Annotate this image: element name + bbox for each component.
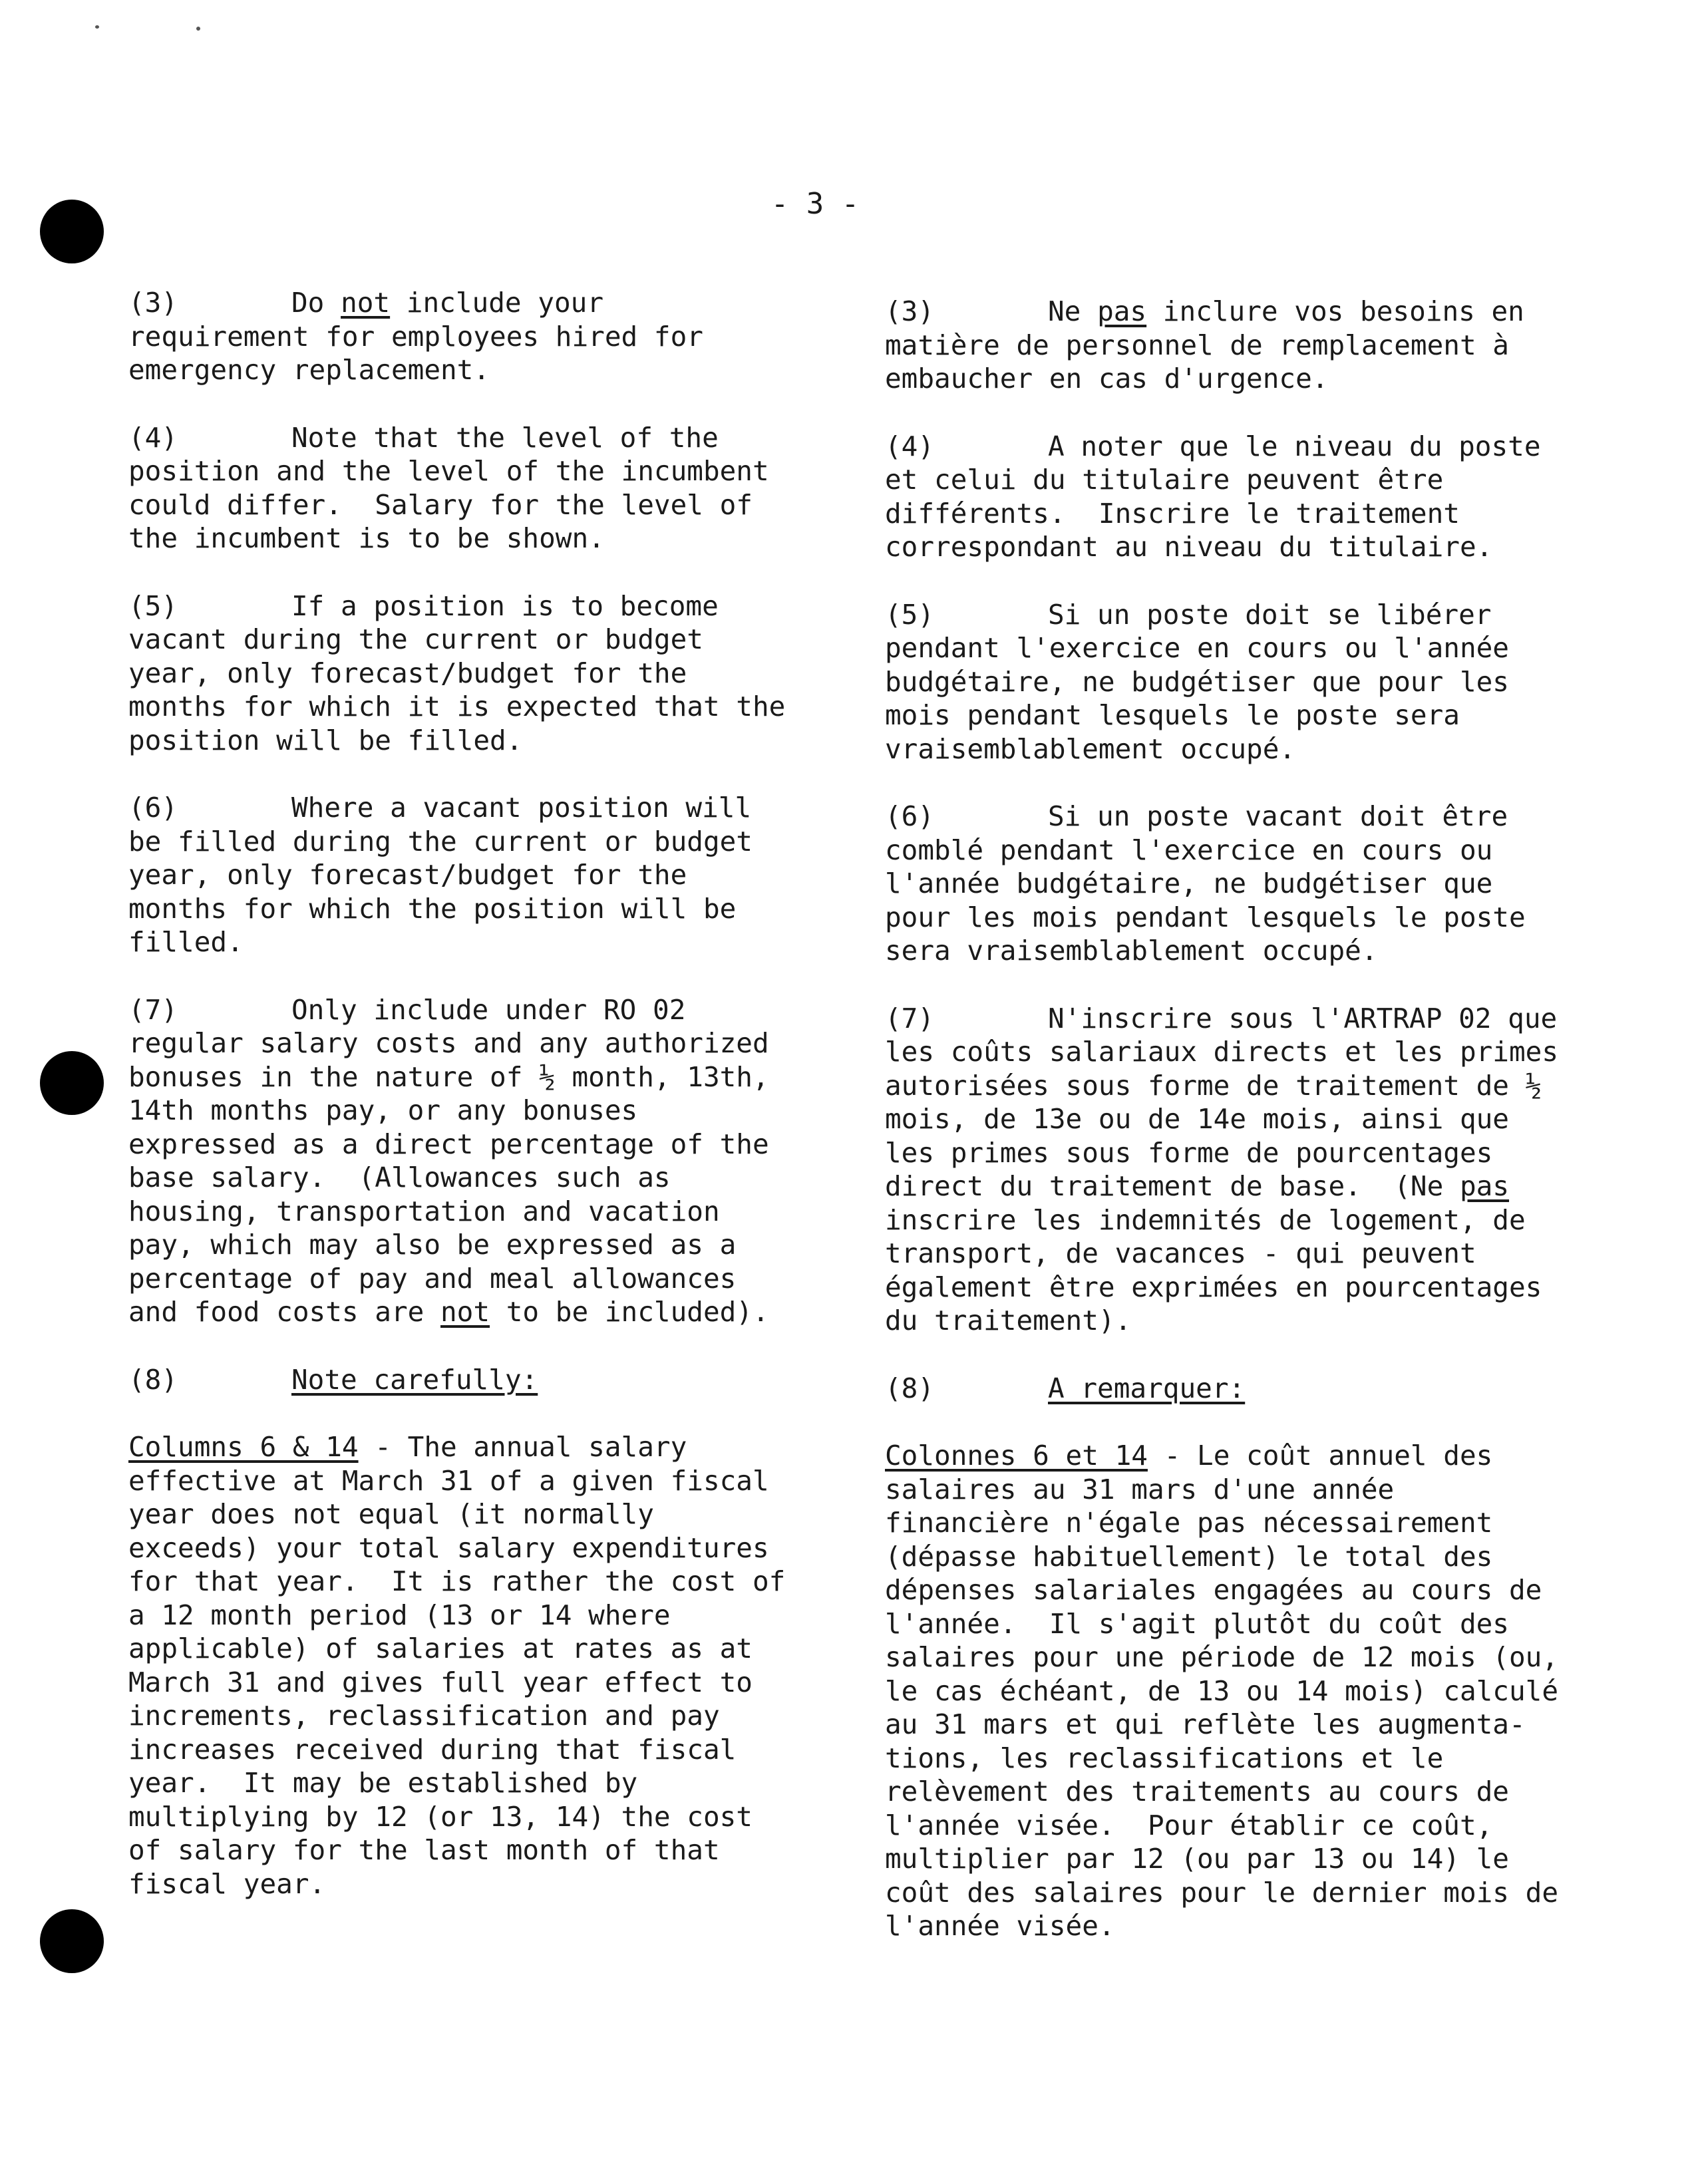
french-item-6: (6) Si un poste vacant doit être comblé pendant l'exercice en cours ou l'année budgétaire, ne budgétiser que pour les mois pendant lesquels le poste sera vraisemblablement occupé. <box>885 800 1526 967</box>
french-column <box>885 295 1564 1977</box>
section-heading: Note carefully: <box>291 1363 538 1396</box>
english-item-8 <box>128 1363 807 1397</box>
item-number: (4) <box>885 430 935 462</box>
item-number: (3) <box>885 295 935 327</box>
item-number: (3) <box>128 287 178 319</box>
english-item-4: (4) Note that the level of the position and the level of the incumbent could differ. Salary for the level of the incumbent is to be shown. <box>128 421 769 554</box>
french-item-4: (4) A noter que le niveau du poste et celui du titulaire peuvent être différents. Inscrire le traitement correspondant au niveau du titulaire. <box>885 430 1541 563</box>
emphasis-underline: pas <box>1459 1170 1510 1202</box>
english-item-5: (5) If a position is to become vacant during the current or budget year, only forecast/budget for the months for which it is expected that the position will be filled. <box>128 589 786 756</box>
french-columns-note: Colonnes 6 et 14 - Le coût annuel des salaires au 31 mars d'une année financière n'égale pas nécessairement (dépasse habituellement) le total des dépenses salariales engagées au cours de l'année. Il s'agit plutôt du coût des salaires pour une période de 12 mois (ou, le cas échéant, de 13 ou 14 mois) calculé au 31 mars et qui reflète les augmenta- tions, les reclassifications et le relèvement des traitements au cours de l'année visée. Pour établir ce coût, multiplier par 12 (ou par 13 ou 14) le coût des salaires pour le dernier mois de l'année visée. <box>885 1440 1559 1942</box>
french-item-3: (3) Ne pas inclure vos besoins en matière de personnel de remplacement à embaucher en cas d'urgence. <box>885 295 1524 394</box>
item-number: (8) <box>885 1372 935 1404</box>
english-columns-note: Columns 6 & 14 - The annual salary effective at March 31 of a given fiscal year does not equal (it normally exceeds) your total salary expenditures for that year. It is rather the cost of a 12 month period (13 or 14 where applicable) of salaries at rates as at March 31 and gives full year effect to increments, reclassification and pay increases received during that fiscal year. It may be established by multiplying by 12 (or 13, 14) the cost of salary for the last month of that fiscal year. <box>128 1431 786 1900</box>
french-item-7: (7) N'inscrire sous l'ARTRAP 02 que les coûts salariaux directs et les primes autorisées sous forme de traitement de ½ mois, de 13e ou de 14e mois, ainsi que les primes sous forme de pourcentages direct du traitement de base. (Ne pas inscrire les indemnités de logement, de transport, de vacances - qui peuvent également être exprimées en pourcentages du traitement). <box>885 1002 1559 1336</box>
columns-label: Colonnes 6 et 14 <box>885 1440 1148 1472</box>
punch-hole-top <box>40 200 104 263</box>
punch-hole-middle <box>40 1051 104 1115</box>
french-item-5: (5) Si un poste doit se libérer pendant l'exercice en cours ou l'année budgétaire, ne budgétiser que pour les mois pendant lesquels le poste sera vraisemblablement occupé. <box>885 598 1509 765</box>
english-item-6: (6) Where a vacant position will be filled during the current or budget year, only forecast/budget for the months for which the position will be filled. <box>128 792 753 958</box>
english-column <box>128 286 807 1935</box>
scan-speck <box>196 27 200 31</box>
item-number: (4) <box>128 421 178 454</box>
item-number: (7) <box>885 1002 935 1034</box>
punch-hole-bottom <box>40 1909 104 1973</box>
item-number: (8) <box>128 1363 178 1396</box>
item-number: (6) <box>885 800 935 832</box>
english-item-7: (7) Only include under RO 02 regular salary costs and any authorized bonuses in the nature of ½ month, 13th, 14th months pay, or any bonuses expressed as a direct percentage of the base salary. (Allowances such as housing, transportation and vacation pay, which may also be expressed as a percentage of pay and meal allowances and food costs are not to be included). <box>128 993 769 1328</box>
english-item-3: (3) Do not include your requirement for employees hired for emergency replacement. <box>128 287 703 386</box>
item-number: (7) <box>128 993 178 1026</box>
french-item-8 <box>885 1372 1564 1406</box>
item-number: (6) <box>128 792 178 824</box>
section-heading: A remarquer: <box>1048 1372 1246 1404</box>
emphasis-underline: not <box>440 1296 490 1328</box>
emphasis-underline: pas <box>1097 295 1147 327</box>
columns-label: Columns 6 & 14 <box>128 1431 359 1463</box>
item-number: (5) <box>885 598 935 631</box>
item-number: (5) <box>128 589 178 622</box>
emphasis-underline: not <box>341 287 391 319</box>
page-number: - 3 - <box>770 187 860 221</box>
scan-speck <box>95 25 99 29</box>
